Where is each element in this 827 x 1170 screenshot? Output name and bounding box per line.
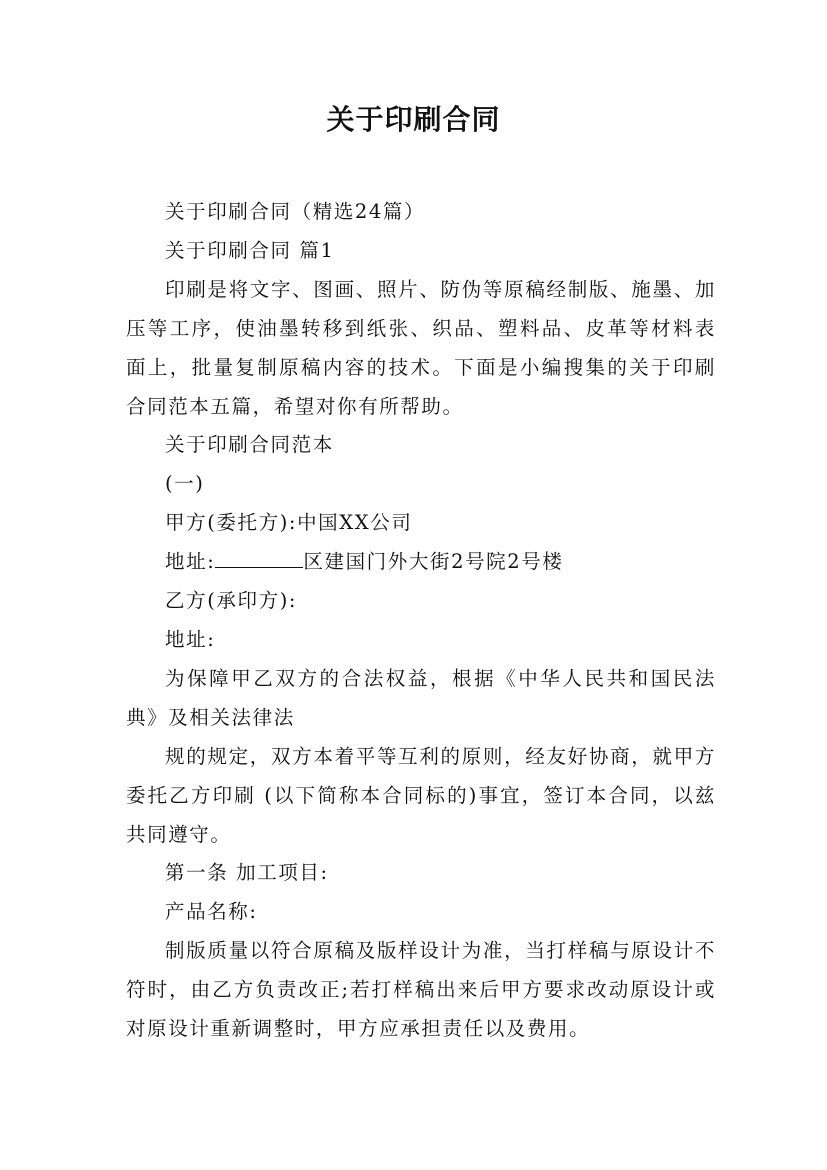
address-blank-line	[215, 547, 303, 568]
paragraph-part-number: (一)	[165, 472, 205, 496]
paragraph-party-a: 甲方(委托方):中国XX公司	[165, 511, 413, 535]
paragraph-article-one: 第一条 加工项目:	[165, 861, 329, 885]
paragraph-summary: 关于印刷合同（精选24篇）	[165, 200, 426, 223]
paragraph-legal-basis: 为保障甲乙双方的合法权益，根据《中华人民共和国民法典》及相关法律法	[126, 666, 716, 729]
paragraph-agreement: 规的规定，双方本着平等互利的原则，经友好协商，就甲方委托乙方印刷 (以下简称本合同标的)事宜，签订本合同，以兹共同遵守。	[126, 744, 716, 846]
paragraph-party-b-address: 地址:	[165, 627, 216, 651]
paragraph-product-name: 产品名称:	[165, 900, 258, 924]
address-value: 区建国门外大街2号院2号楼	[303, 550, 564, 574]
document-body	[126, 193, 716, 1049]
paragraph-intro: 印刷是将文字、图画、照片、防伪等原稿经制版、施墨、加压等工序，使油墨转移到纸张、织品、塑料品、皮革等材料表面上，批量复制原稿内容的技术。下面是小编搜集的关于印刷合同范本五篇，希望对你有所帮助。	[126, 277, 716, 418]
paragraph-plate-quality: 制版质量以符合原稿及版样设计为准，当打样稿与原设计不符时，由乙方负责改正;若打样稿出来后甲方要求改动原设计或对原设计重新调整时，甲方应承担责任以及费用。	[126, 939, 716, 1041]
paragraph-template-heading: 关于印刷合同范本	[165, 433, 334, 457]
paragraph-section-heading: 关于印刷合同 篇1	[165, 238, 335, 262]
document-title: 关于印刷合同	[326, 103, 501, 136]
paragraph-party-a-address	[126, 543, 716, 582]
paragraph-party-b: 乙方(承印方):	[165, 589, 298, 613]
address-label: 地址:	[165, 550, 216, 574]
